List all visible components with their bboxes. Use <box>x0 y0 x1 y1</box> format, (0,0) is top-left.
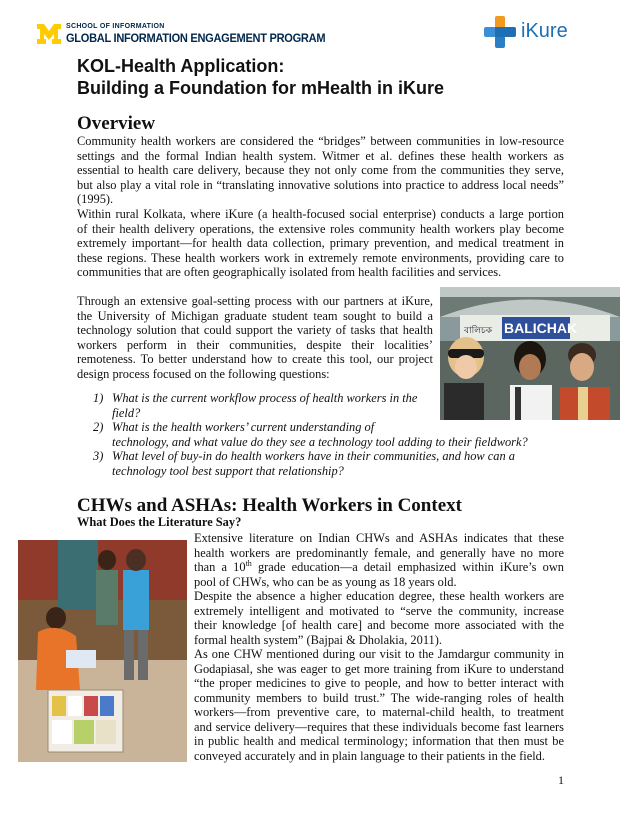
text-line: but also play a vital role in “translating innovative solutions into practice to address local needs” <box>77 177 564 192</box>
text-line: extremely intelligent and motivated to “serve the community, increase <box>194 603 564 618</box>
text-line: (1995). <box>77 192 114 206</box>
team-photo-balichak <box>440 287 620 420</box>
question-number: 1) <box>93 391 104 405</box>
text-line: Despite the absence a higher education degree, these health workers are <box>194 589 564 603</box>
school-of-information-label: SCHOOL OF INFORMATION <box>66 23 165 30</box>
chw-paragraph-3 <box>194 647 564 763</box>
text-line: formal health system” (Bajpai & Dholakia, 2011). <box>194 632 442 647</box>
text-line: of their health delivery operations, the extensive roles community health workers play become <box>77 221 564 236</box>
program-label: GLOBAL INFORMATION ENGAGEMENT PROGRAM <box>66 31 326 45</box>
question-text: What level of buy-in do health workers have in their communities, and how can a <box>112 449 515 463</box>
question-2 <box>93 420 553 450</box>
text-line: in public health and medical terminology; information that then must be <box>194 734 564 748</box>
text-line: the University of Michigan graduate student team sought to build a <box>77 308 433 323</box>
question-text: technology tool best support that relationship? <box>112 463 344 478</box>
question-text: field? <box>112 405 141 420</box>
text-line: essential to health care delivery, because they not only come from the communities they serve, <box>77 163 564 177</box>
text-line: design process focused on the following questions: <box>77 366 330 381</box>
page-title-line2: Building a Foundation for mHealth in iKure <box>77 78 444 98</box>
superscript: th <box>245 558 252 568</box>
text-line: workers—from preventive care, to maternal-child health, to treatment <box>194 705 564 719</box>
text-line: settings and the formal Indian health system. Witmer et al. defines these health workers as <box>77 148 564 163</box>
chw-paragraph-1 <box>194 531 564 589</box>
text-line: “the proper medicines to give to people, and how to better interact with <box>194 676 564 690</box>
ikure-logo-icon <box>482 14 518 50</box>
text-line <box>194 560 564 575</box>
text-line: Godapiasal, she was eager to get more training from iKure to understand <box>194 661 564 676</box>
text-line: remoteness. To better understand how to create this tool, our project <box>77 352 433 366</box>
question-text: What is the health workers’ current understanding of <box>112 420 375 434</box>
station-sign-text-local: বালিচক <box>464 326 493 336</box>
text-line: their knowledge [of health care] and become more associated with the <box>194 618 564 632</box>
text-line: pool of CHWs, who can be as young as 18 years old. <box>194 574 457 589</box>
text-line: Extensive literature on Indian CHWs and ASHAs indicates that these <box>194 531 564 545</box>
page-number: 1 <box>558 773 564 787</box>
text-line: As one CHW mentioned during our visit to the Jamdargur community in <box>194 647 564 661</box>
overview-paragraph-3 <box>77 294 433 381</box>
text-fragment: than a 10 <box>194 560 246 574</box>
text-line: conveyed accurately and in plain language to their patients in the field. <box>194 748 545 763</box>
overview-heading: Overview <box>77 113 156 134</box>
question-number: 2) <box>93 420 104 434</box>
text-line: and service delivery—requires that these individuals become fast learners <box>194 719 564 734</box>
page-title-line1: KOL-Health Application: <box>77 56 285 76</box>
text-line: extremely important—for health data collection, primary prevention, and medical treatment in <box>77 236 564 250</box>
question-text: What is the current workflow process of health workers in the <box>112 391 418 405</box>
chw-paragraph-2 <box>194 589 564 647</box>
ikure-logo-text: iKure <box>521 20 568 42</box>
chw-section-heading: CHWs and ASHAs: Health Workers in Context <box>77 495 462 516</box>
overview-paragraph-2 <box>77 207 564 280</box>
text-line: these regions. These health workers work in extremely remote environments, providing care to <box>77 250 564 265</box>
question-number: 3) <box>93 449 104 463</box>
text-line: health workers are predominantly female, and generally have no more <box>194 545 564 560</box>
text-line: community members to build trust.” The wide-ranging roles of health <box>194 690 564 705</box>
chw-subheading: What Does the Literature Say? <box>77 515 242 529</box>
station-sign-text: BALICHAK <box>504 320 578 336</box>
overview-paragraph-1 <box>77 134 564 207</box>
text-fragment: grade education—a detail emphasized within iKure’s own <box>251 560 565 574</box>
text-line: Through an extensive goal-setting process with our partners at iKure, <box>77 294 433 308</box>
question-text: technology, and what value do they see a technology tool adding to their fieldwork? <box>112 434 528 449</box>
question-3 <box>93 449 553 479</box>
text-line: workers perform in their communities, despite their localities’ <box>77 337 433 352</box>
health-worker-photo <box>18 540 187 762</box>
text-line: technology solution that could support the variety of tasks that health <box>77 323 433 337</box>
university-michigan-logo <box>37 24 61 44</box>
text-line: Community health workers are considered the “bridges” between communities in low-resource <box>77 134 564 148</box>
text-line: communities that are often geographically isolated from health facilities and services. <box>77 265 502 279</box>
text-line: Within rural Kolkata, where iKure (a health-focused social enterprise) conducts a large portion <box>77 207 564 221</box>
